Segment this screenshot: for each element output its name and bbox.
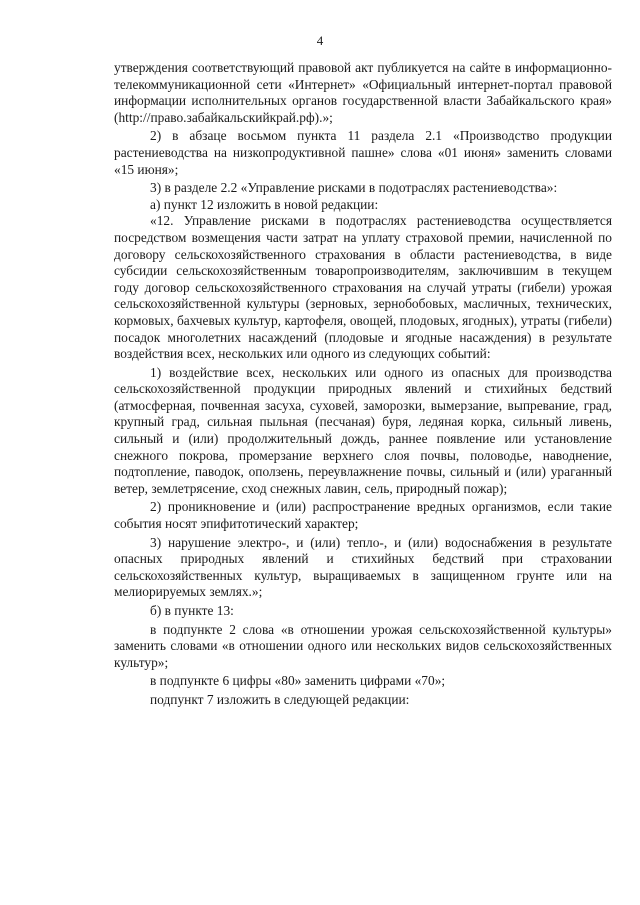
- paragraph: в подпункте 2 слова «в отношении урожая сельскохозяйственной культуры» заменить словами «в отношении одного или нескольких видов сельскохозяйственных культур»;: [114, 621, 612, 670]
- paragraph: б) в пункте 13:: [150, 603, 234, 618]
- paragraph: 2) проникновение и (или) распространение вредных организмов, если такие события носят эпифитотический характер;: [114, 499, 612, 532]
- document-body: [114, 60, 612, 709]
- paragraph: а) пункт 12 изложить в новой редакции:: [150, 196, 379, 212]
- paragraph: 2) в абзаце восьмом пункта 11 раздела 2.1 «Производство продукции растениеводства на низкопродуктивной пашне» слова «01 июня» заменить словами «15 июня»;: [114, 128, 612, 177]
- paragraph: утверждения соответствующий правовой акт публикуется на сайте в информационно-телекоммуникационной сети «Интернет» «Официальный интернет-портал правовой информации исполнительных органов государственной власти Забайкальского края» (http://право.забайкальскийкрай.рф).»;: [114, 60, 612, 125]
- paragraph: 3) нарушение электро-, и (или) тепло-, и (или) водоснабжения в результате опасных природных явлений и стихийных бедствий при страховании сельскохозяйственных культур, выращиваемых в защищенном грунте или на мелиорируемых землях.»;: [114, 534, 612, 600]
- paragraph: в подпункте 6 цифры «80» заменить цифрами «70»;: [150, 673, 446, 689]
- paragraph: 3) в разделе 2.2 «Управление рисками в подотраслях растениеводства»:: [150, 180, 558, 196]
- paragraph: 1) воздействие всех, нескольких или одного из опасных для производства сельскохозяйственной продукции природных явлений и стихийных бедствий (атмосферная, почвенная засуха, суховей, заморозки, вымерзание, выпревание, град, крупный град, сильная пыльная (песчаная) буря, ледяная корка, сильный ливень, сильный и (или) продолжительный дождь, раннее появление или установление снежного покрова, промерзание верхнего слоя почвы, половодье, наводнение, подтопление, паводок, оползень, переувлажнение почвы, сильный и (или) ураганный ветер, землетрясение, сход снежных лавин, сель, природный пожар);: [114, 364, 612, 496]
- paragraph: подпункт 7 изложить в следующей редакции:: [150, 691, 410, 707]
- paragraph: «12. Управление рисками в подотраслях растениеводства осуществляется посредством возмещения части затрат на уплату страховой премии, начисленной по договору сельскохозяйственного страхования в области растениеводства, в виде субсидии сельскохозяйственным товаропроизводителям, заключившим в текущем году договор сельскохозяйственного страхования на случай утраты (гибели) урожая сельскохозяйственной культуры (зерновых, зернобобовых, масличных, технических, кормовых, бахчевых культур, картофеля, овощей, плодовых, ягодных), утраты (гибели) посадок многолетних насаждений (плодовые и ягодные насаждения) в результате воздействия всех, нескольких или одного из следующих событий:: [114, 213, 612, 362]
- page-number: 4: [316, 33, 324, 48]
